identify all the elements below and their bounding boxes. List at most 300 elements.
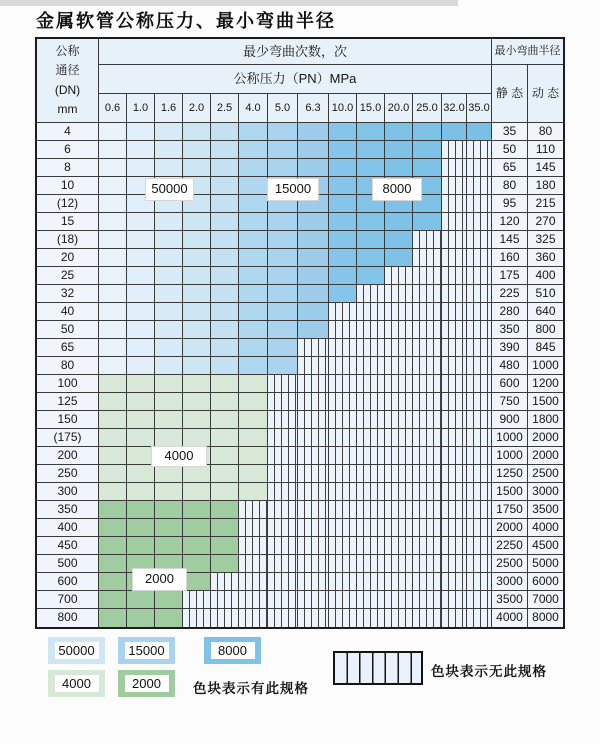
no-spec-cell: [211, 591, 239, 609]
static-radius-cell: 145: [492, 231, 528, 249]
spec-cell: [99, 141, 127, 159]
spec-cell: [183, 303, 211, 321]
spec-cell: [239, 357, 268, 375]
pressure-col-header-32.0: 32.0: [442, 94, 467, 123]
spec-cell: [211, 429, 239, 447]
spec-cell: [155, 303, 183, 321]
legend-swatch-15000: [118, 637, 175, 664]
no-spec-cell: [298, 609, 329, 627]
spec-cell: [357, 159, 385, 177]
pressure-col-header-20.0: 20.0: [385, 94, 413, 123]
no-spec-cell: [413, 411, 442, 429]
no-spec-cell: [329, 339, 357, 357]
page-title: 金属软管公称压力、最小弯曲半径: [36, 11, 336, 32]
spec-cell: [183, 465, 211, 483]
no-spec-swatch: [333, 651, 423, 685]
no-spec-cell: [413, 537, 442, 555]
spec-cell: [211, 411, 239, 429]
spec-cell: [155, 231, 183, 249]
table-row-dn-8: [37, 159, 563, 177]
no-spec-cell: [467, 555, 492, 573]
dynamic-radius-cell: 1200: [528, 375, 563, 393]
dn-cell: 100: [37, 375, 99, 393]
spec-cell: [385, 123, 413, 141]
table-row-dn-100: [37, 375, 563, 393]
spec-cell: [127, 123, 155, 141]
spec-cell: [127, 357, 155, 375]
spec-cell: [155, 537, 183, 555]
no-spec-cell: [467, 501, 492, 519]
spec-cell: [239, 465, 268, 483]
bend-cycles-header: 最少弯曲次数，次: [99, 39, 492, 65]
no-spec-cell: [385, 591, 413, 609]
dynamic-radius-cell: 2500: [528, 465, 563, 483]
no-spec-cell: [357, 303, 385, 321]
spec-cell: [99, 213, 127, 231]
pressure-col-header-1.0: 1.0: [127, 94, 155, 123]
no-spec-cell: [413, 447, 442, 465]
spec-cell: [329, 159, 357, 177]
table-row-dn-200: [37, 447, 563, 465]
spec-cell: [183, 123, 211, 141]
spec-cell: [99, 195, 127, 213]
spec-cell: [239, 177, 268, 195]
no-spec-cell: [357, 375, 385, 393]
spec-cell: [99, 321, 127, 339]
no-spec-cell: [298, 357, 329, 375]
spec-cell: [127, 213, 155, 231]
spec-cell: [211, 555, 239, 573]
table-row-dn-20: [37, 249, 563, 267]
no-spec-cell: [442, 555, 467, 573]
legend-swatch-label: 15000: [125, 642, 169, 659]
no-spec-cell: [385, 537, 413, 555]
no-spec-cell: [467, 519, 492, 537]
legend-no-spec-note: 色块表示无此规格: [431, 664, 547, 679]
dn-cell: 400: [37, 519, 99, 537]
spec-cell: [211, 339, 239, 357]
no-spec-cell: [467, 303, 492, 321]
no-spec-cell: [329, 609, 357, 627]
spec-cell: [239, 393, 268, 411]
table-row-dn-32: [37, 285, 563, 303]
legend-swatch-label: 4000: [55, 675, 99, 692]
no-spec-cell: [385, 483, 413, 501]
spec-cell: [329, 177, 357, 195]
static-radius-cell: 225: [492, 285, 528, 303]
table-row-dn-800: [37, 609, 563, 627]
static-radius-cell: 350: [492, 321, 528, 339]
spec-cell: [155, 591, 183, 609]
spec-cell: [99, 501, 127, 519]
spec-cell: [357, 231, 385, 249]
table-row-dn-(18): [37, 231, 563, 249]
no-spec-cell: [268, 393, 298, 411]
spec-cell: [155, 123, 183, 141]
spec-cell: [385, 141, 413, 159]
no-spec-cell: [329, 465, 357, 483]
dn-cell: 8: [37, 159, 99, 177]
dynamic-radius-cell: 2000: [528, 429, 563, 447]
dynamic-header: 动 态: [528, 65, 563, 123]
spec-cell: [211, 447, 239, 465]
spec-cell: [239, 321, 268, 339]
spec-cell: [239, 249, 268, 267]
no-spec-cell: [413, 285, 442, 303]
no-spec-cell: [467, 483, 492, 501]
static-radius-cell: 2250: [492, 537, 528, 555]
spec-cell: [268, 249, 298, 267]
dn-cell: 6: [37, 141, 99, 159]
dynamic-radius-cell: 8000: [528, 609, 563, 627]
dn-cell: 125: [37, 393, 99, 411]
no-spec-cell: [329, 573, 357, 591]
spec-cell: [211, 375, 239, 393]
no-spec-cell: [239, 555, 268, 573]
spec-cell: [127, 231, 155, 249]
spec-cell: [99, 537, 127, 555]
no-spec-cell: [329, 537, 357, 555]
dn-cell: 600: [37, 573, 99, 591]
spec-cell: [183, 213, 211, 231]
dn-cell: (175): [37, 429, 99, 447]
spec-cell: [329, 231, 357, 249]
dynamic-radius-cell: 2000: [528, 447, 563, 465]
table-header: [37, 39, 563, 123]
no-spec-cell: [239, 537, 268, 555]
spec-cell: [127, 339, 155, 357]
no-spec-cell: [329, 321, 357, 339]
spec-cell: [127, 393, 155, 411]
spec-cell: [155, 501, 183, 519]
spec-cell: [155, 519, 183, 537]
spec-cell: [183, 519, 211, 537]
dynamic-radius-cell: 110: [528, 141, 563, 159]
spec-cell: [99, 411, 127, 429]
cycles-label-15000: 15000: [267, 178, 319, 201]
no-spec-cell: [385, 393, 413, 411]
dn-cell: 250: [37, 465, 99, 483]
static-radius-cell: 2000: [492, 519, 528, 537]
static-radius-cell: 35: [492, 123, 528, 141]
no-spec-cell: [467, 573, 492, 591]
spec-cell: [329, 123, 357, 141]
no-spec-cell: [268, 465, 298, 483]
static-radius-cell: 4000: [492, 609, 528, 627]
spec-cell: [298, 141, 329, 159]
spec-cell: [298, 249, 329, 267]
spec-cell: [211, 537, 239, 555]
no-spec-cell: [467, 609, 492, 627]
spec-cell: [329, 267, 357, 285]
no-spec-cell: [268, 519, 298, 537]
no-spec-cell: [357, 285, 385, 303]
dn-cell: 200: [37, 447, 99, 465]
spec-cell: [155, 411, 183, 429]
dynamic-radius-cell: 6000: [528, 573, 563, 591]
spec-cell: [127, 267, 155, 285]
spec-cell: [211, 195, 239, 213]
header-right: [492, 39, 563, 123]
spec-cell: [183, 393, 211, 411]
no-spec-cell: [268, 411, 298, 429]
spec-cell: [385, 213, 413, 231]
no-spec-cell: [298, 411, 329, 429]
no-spec-cell: [357, 411, 385, 429]
no-spec-cell: [413, 465, 442, 483]
no-spec-cell: [413, 267, 442, 285]
spec-cell: [127, 519, 155, 537]
static-radius-cell: 600: [492, 375, 528, 393]
pressure-col-header-25.0: 25.0: [413, 94, 442, 123]
no-spec-cell: [413, 321, 442, 339]
corner-line-3: (DN): [54, 82, 81, 97]
no-spec-cell: [385, 339, 413, 357]
no-spec-cell: [442, 141, 467, 159]
no-spec-cell: [442, 285, 467, 303]
no-spec-cell: [413, 303, 442, 321]
spec-cell: [155, 267, 183, 285]
no-spec-cell: [413, 339, 442, 357]
table-row-dn-15: [37, 213, 563, 231]
dynamic-radius-cell: 1800: [528, 411, 563, 429]
spec-cell: [329, 249, 357, 267]
static-radius-cell: 95: [492, 195, 528, 213]
spec-cell: [239, 483, 268, 501]
spec-cell: [329, 285, 357, 303]
no-spec-cell: [413, 231, 442, 249]
static-radius-cell: 1000: [492, 429, 528, 447]
spec-cell: [385, 159, 413, 177]
legend-swatch-2000: [118, 670, 175, 697]
spec-cell: [99, 429, 127, 447]
spec-cell: [268, 141, 298, 159]
spec-cell: [211, 321, 239, 339]
no-spec-cell: [413, 429, 442, 447]
spec-cell: [127, 141, 155, 159]
spec-cell: [239, 429, 268, 447]
no-spec-cell: [183, 609, 211, 627]
no-spec-cell: [467, 429, 492, 447]
dynamic-radius-cell: 7000: [528, 591, 563, 609]
no-spec-cell: [385, 303, 413, 321]
no-spec-cell: [298, 429, 329, 447]
spec-cell: [268, 267, 298, 285]
no-spec-cell: [442, 177, 467, 195]
spec-cell: [99, 591, 127, 609]
no-spec-cell: [385, 411, 413, 429]
pressure-col-header-5.0: 5.0: [268, 94, 298, 123]
no-spec-cell: [268, 501, 298, 519]
no-spec-cell: [442, 519, 467, 537]
static-radius-cell: 175: [492, 267, 528, 285]
dn-cell: 700: [37, 591, 99, 609]
static-radius-cell: 1500: [492, 483, 528, 501]
no-spec-cell: [268, 537, 298, 555]
spec-cell: [211, 123, 239, 141]
no-spec-cell: [357, 519, 385, 537]
spec-cell: [183, 483, 211, 501]
spec-cell: [183, 159, 211, 177]
pressure-col-header-1.6: 1.6: [155, 94, 183, 123]
spec-cell: [329, 195, 357, 213]
pressure-columns-row: [99, 94, 492, 123]
dn-cell: 350: [37, 501, 99, 519]
no-spec-cell: [467, 285, 492, 303]
dynamic-radius-cell: 640: [528, 303, 563, 321]
no-spec-cell: [211, 609, 239, 627]
static-radius-cell: 3000: [492, 573, 528, 591]
no-spec-cell: [413, 483, 442, 501]
no-spec-cell: [413, 573, 442, 591]
spec-cell: [99, 231, 127, 249]
no-spec-cell: [357, 555, 385, 573]
no-spec-cell: [442, 213, 467, 231]
no-spec-cell: [357, 321, 385, 339]
spec-cell: [298, 285, 329, 303]
spec-cell: [127, 159, 155, 177]
spec-cell: [155, 321, 183, 339]
no-spec-cell: [442, 339, 467, 357]
spec-cell: [268, 303, 298, 321]
spec-cell: [239, 123, 268, 141]
spec-cell: [239, 159, 268, 177]
spec-cell: [127, 249, 155, 267]
pressure-col-header-2.0: 2.0: [183, 94, 211, 123]
no-spec-cell: [442, 303, 467, 321]
static-radius-cell: 750: [492, 393, 528, 411]
no-spec-cell: [268, 591, 298, 609]
spec-cell: [357, 123, 385, 141]
table-row-dn-6: [37, 141, 563, 159]
no-spec-cell: [268, 375, 298, 393]
spec-cell: [155, 339, 183, 357]
dynamic-radius-cell: 145: [528, 159, 563, 177]
no-spec-cell: [413, 555, 442, 573]
spec-cell: [155, 465, 183, 483]
legend-swatch-label: 8000: [211, 642, 255, 659]
no-spec-cell: [268, 609, 298, 627]
spec-cell: [268, 123, 298, 141]
spec-cell: [99, 609, 127, 627]
spec-cell: [155, 285, 183, 303]
spec-cell: [211, 213, 239, 231]
spec-cell: [99, 393, 127, 411]
spec-cell: [239, 411, 268, 429]
static-radius-cell: 65: [492, 159, 528, 177]
no-spec-cell: [467, 141, 492, 159]
spec-cell: [183, 573, 211, 591]
spec-cell: [211, 231, 239, 249]
spec-cell: [99, 357, 127, 375]
spec-cell: [99, 249, 127, 267]
no-spec-cell: [413, 591, 442, 609]
no-spec-cell: [442, 609, 467, 627]
no-spec-cell: [467, 375, 492, 393]
table-row-dn-4: [37, 123, 563, 141]
static-radius-cell: 900: [492, 411, 528, 429]
spec-cell: [298, 267, 329, 285]
static-radius-cell: 80: [492, 177, 528, 195]
spec-cell: [239, 267, 268, 285]
no-spec-cell: [298, 339, 329, 357]
spec-cell: [99, 375, 127, 393]
scan-top-strip: [0, 0, 458, 6]
no-spec-cell: [385, 573, 413, 591]
no-spec-cell: [298, 537, 329, 555]
no-spec-cell: [467, 411, 492, 429]
table-row-dn-400: [37, 519, 563, 537]
static-radius-cell: 1250: [492, 465, 528, 483]
no-spec-cell: [413, 249, 442, 267]
legend-swatch-8000: [204, 637, 261, 664]
spec-cell: [127, 465, 155, 483]
no-spec-cell: [298, 573, 329, 591]
spec-cell: [239, 303, 268, 321]
spec-cell: [155, 393, 183, 411]
table-row-dn-50: [37, 321, 563, 339]
no-spec-cell: [357, 573, 385, 591]
spec-cell: [99, 267, 127, 285]
spec-cell: [99, 123, 127, 141]
legend-swatch-50000: [48, 637, 105, 664]
no-spec-cell: [239, 519, 268, 537]
spec-cell: [239, 285, 268, 303]
spec-cell: [183, 555, 211, 573]
table-row-dn-(175): [37, 429, 563, 447]
no-spec-cell: [467, 159, 492, 177]
dynamic-radius-cell: 180: [528, 177, 563, 195]
no-spec-cell: [329, 393, 357, 411]
dn-cell: 50: [37, 321, 99, 339]
dn-cell: (18): [37, 231, 99, 249]
spec-cell: [127, 321, 155, 339]
spec-cell: [211, 483, 239, 501]
no-spec-cell: [298, 465, 329, 483]
static-radius-cell: 390: [492, 339, 528, 357]
no-spec-cell: [467, 213, 492, 231]
table-row-dn-25: [37, 267, 563, 285]
corner-line-4: mm: [57, 101, 78, 116]
spec-cell: [99, 447, 127, 465]
spec-cell: [211, 285, 239, 303]
no-spec-cell: [442, 501, 467, 519]
no-spec-cell: [385, 321, 413, 339]
dynamic-radius-cell: 400: [528, 267, 563, 285]
spec-cell: [99, 159, 127, 177]
spec-cell: [99, 573, 127, 591]
spec-cell: [211, 177, 239, 195]
no-spec-cell: [298, 483, 329, 501]
spec-cell: [298, 213, 329, 231]
spec-cell: [385, 249, 413, 267]
spec-cell: [239, 195, 268, 213]
table-row-dn-600: [37, 573, 563, 591]
no-spec-cell: [467, 447, 492, 465]
no-spec-cell: [442, 573, 467, 591]
corner-line-2: 通径: [55, 63, 80, 78]
no-spec-cell: [268, 447, 298, 465]
dynamic-radius-cell: 1000: [528, 357, 563, 375]
spec-cell: [298, 231, 329, 249]
no-spec-cell: [298, 501, 329, 519]
spec-cell: [239, 231, 268, 249]
static-dynamic-row: [492, 65, 563, 123]
pressure-col-header-0.6: 0.6: [99, 94, 127, 123]
spec-cell: [183, 375, 211, 393]
no-spec-cell: [467, 177, 492, 195]
spec-cell: [413, 159, 442, 177]
